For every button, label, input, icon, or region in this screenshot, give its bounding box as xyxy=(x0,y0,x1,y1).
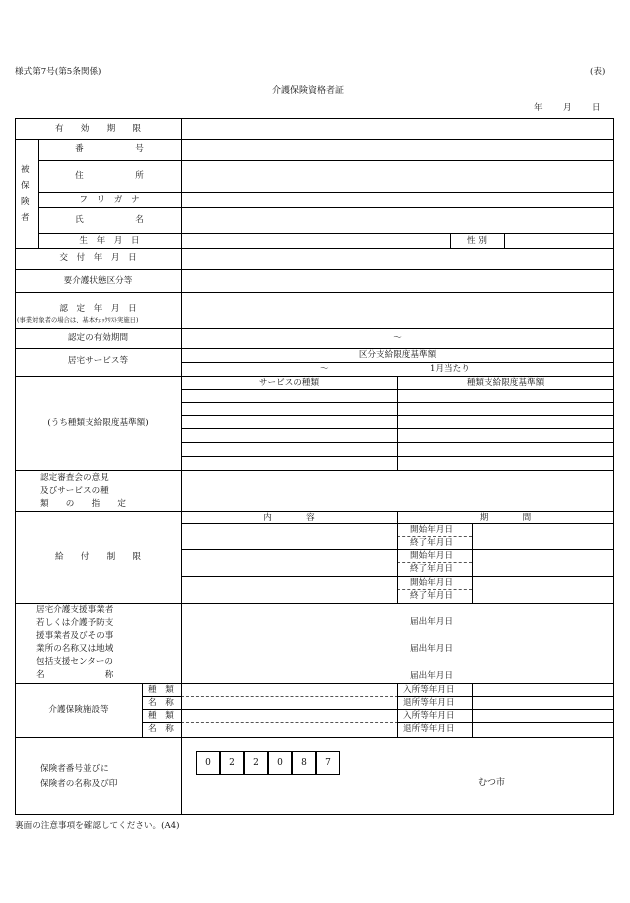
address-label: 住 所 xyxy=(75,171,144,181)
insurer-number-digit: 8 xyxy=(292,751,316,775)
cert-date-label: 認 定 年 月 日 xyxy=(59,304,137,314)
of-which-label: (うち種類支給限度基準額) xyxy=(47,418,149,428)
issue-date-label: 交 付 年 月 日 xyxy=(59,253,137,263)
insurer-label-1: 保険者番号並びに xyxy=(40,764,109,774)
name-label: 氏 名 xyxy=(75,215,144,225)
service-type-header: サービスの種類 xyxy=(258,378,320,388)
facility-name-label-1: 名 称 xyxy=(148,698,174,708)
benefit-limit-label: 給 付 制 限 xyxy=(55,552,141,562)
footer-note: 裏面の注意事項を確認してください。(A4) xyxy=(15,821,180,831)
period-header: 期 間 xyxy=(479,513,532,523)
insurer-number-digit: 2 xyxy=(220,751,244,775)
page-title: 介護保険資格者証 xyxy=(272,86,345,96)
filing-date-3: 届出年月日 xyxy=(410,671,453,681)
insurer-number-digit: 0 xyxy=(196,751,220,775)
furigana-label: フ リ ガ ナ xyxy=(79,195,140,205)
home-service-label: 居宅サービス等 xyxy=(67,356,129,366)
start-date-1: 開始年月日 xyxy=(410,525,453,535)
care-level-label: 要介護状態区分等 xyxy=(63,276,133,286)
support-office-label-1: 居宅介護支援事業者 xyxy=(36,605,114,615)
start-date-3: 開始年月日 xyxy=(410,578,453,588)
discharge-date-1: 退所等年月日 xyxy=(403,698,455,708)
cert-period-tilde: ～ xyxy=(393,333,402,343)
insured-label-3: 険 xyxy=(21,197,30,207)
gender-label: 性 別 xyxy=(467,236,487,246)
content-header: 内 容 xyxy=(263,513,315,523)
cert-date-note: (事業対象者の場合は、基本ﾁｪｯｸﾘｽﾄ実施日) xyxy=(17,317,139,324)
date-year: 年 xyxy=(534,103,543,113)
opinion-label-1: 認定審査会の意見 xyxy=(40,473,109,483)
insurer-number-digit: 0 xyxy=(268,751,292,775)
filing-date-1: 届出年月日 xyxy=(410,617,453,627)
kind-label-1: 種 類 xyxy=(148,685,174,695)
end-date-2: 終了年月日 xyxy=(410,564,453,574)
birth-label: 生 年 月 日 xyxy=(79,236,140,246)
date-month: 月 xyxy=(563,103,572,113)
limit-tilde: ～ xyxy=(320,364,329,374)
insurer-number-digit: 7 xyxy=(316,751,340,775)
insurer-number-digit: 2 xyxy=(244,751,268,775)
opinion-label-3: 類 の 指 定 xyxy=(40,499,126,509)
support-office-label-2: 若しくは介護予防支 xyxy=(36,618,114,628)
cert-period-label: 認定の有効期間 xyxy=(67,333,129,343)
insured-label-4: 者 xyxy=(21,213,30,223)
insured-label-2: 保 xyxy=(21,181,30,191)
kind-label-2: 種 類 xyxy=(148,711,174,721)
facility-label: 介護保険施設等 xyxy=(48,705,109,715)
insured-label-1: 被 xyxy=(21,165,30,175)
admission-date-2: 入所等年月日 xyxy=(403,711,455,721)
date-day: 日 xyxy=(592,103,601,113)
number-label: 番 号 xyxy=(75,144,144,154)
insurer-name: むつ市 xyxy=(478,778,506,788)
valid-period-label: 有 効 期 限 xyxy=(55,124,141,134)
type-limit-header: 種類支給限度基準額 xyxy=(466,378,545,388)
support-office-label-6: 名 称 xyxy=(36,670,114,680)
start-date-2: 開始年月日 xyxy=(410,551,453,561)
support-office-label-4: 業所の名称又は地域 xyxy=(36,644,114,654)
filing-date-2: 届出年月日 xyxy=(410,644,453,654)
support-office-label-3: 援事業者及びその事 xyxy=(36,631,114,641)
opinion-label-2: 及びサービスの種 xyxy=(40,486,109,496)
insurer-label-2: 保険者の名称及び印 xyxy=(40,779,118,789)
side-indicator: (表) xyxy=(590,67,606,77)
form-number: 様式第7号(第5条関係) xyxy=(15,67,102,77)
limit-base-label: 区分支給限度基準額 xyxy=(358,350,437,360)
per-month-label: 1月当たり xyxy=(430,364,470,374)
end-date-1: 終了年月日 xyxy=(410,538,453,548)
facility-name-label-2: 名 称 xyxy=(148,724,174,734)
discharge-date-2: 退所等年月日 xyxy=(403,724,455,734)
end-date-3: 終了年月日 xyxy=(410,591,453,601)
admission-date-1: 入所等年月日 xyxy=(403,685,455,695)
support-office-label-5: 包括支援センターの xyxy=(36,657,114,667)
